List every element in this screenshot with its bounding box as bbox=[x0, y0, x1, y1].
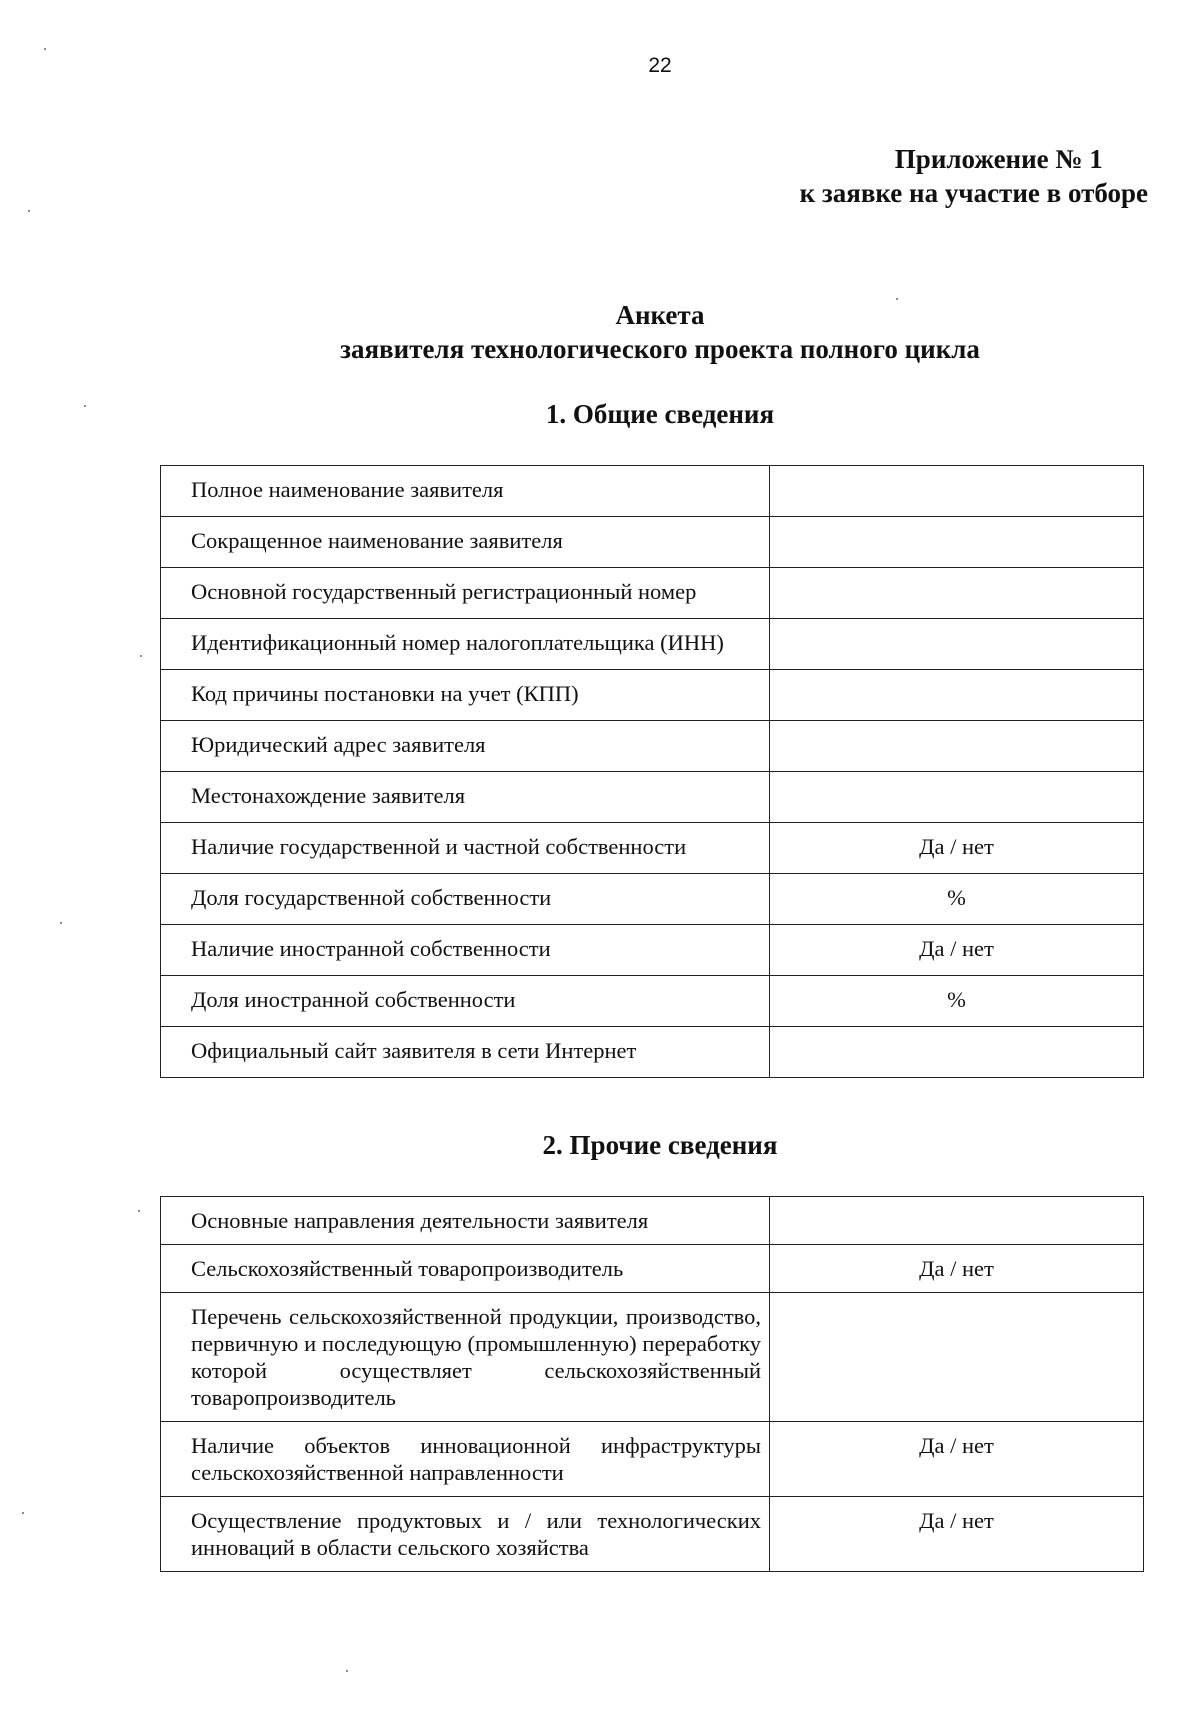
row-label: Официальный сайт заявителя в сети Интернет bbox=[161, 1027, 770, 1078]
row-value-field[interactable] bbox=[770, 517, 1144, 568]
row-value-field[interactable] bbox=[770, 1027, 1144, 1078]
scan-speck bbox=[60, 922, 62, 924]
row-value-field[interactable] bbox=[770, 619, 1144, 670]
row-value-field[interactable] bbox=[770, 670, 1144, 721]
row-value-field[interactable]: Да / нет bbox=[770, 1245, 1144, 1293]
title-line-2: заявителя технологического проекта полного цикла bbox=[340, 334, 980, 364]
table-row bbox=[161, 874, 1144, 925]
row-label: Идентификационный номер налогоплательщика (ИНН) bbox=[161, 619, 770, 670]
appendix-heading bbox=[800, 142, 1148, 210]
appendix-subtitle: к заявке на участие в отборе bbox=[799, 178, 1148, 208]
table-row bbox=[161, 823, 1144, 874]
row-label: Наличие иностранной собственности bbox=[161, 925, 770, 976]
table-row bbox=[161, 466, 1144, 517]
table-row bbox=[161, 517, 1144, 568]
row-value-field[interactable]: Да / нет bbox=[770, 925, 1144, 976]
table-row bbox=[161, 1197, 1144, 1245]
row-label: Основные направления деятельности заявителя bbox=[161, 1197, 770, 1245]
row-value-field[interactable]: % bbox=[770, 874, 1144, 925]
table-row bbox=[161, 925, 1144, 976]
page-number: 22 bbox=[648, 54, 672, 77]
general-info-table bbox=[160, 465, 1144, 1078]
row-value-field[interactable]: Да / нет bbox=[770, 1497, 1144, 1572]
table-row bbox=[161, 976, 1144, 1027]
row-label: Полное наименование заявителя bbox=[161, 466, 770, 517]
row-value-field[interactable] bbox=[770, 466, 1144, 517]
table-row bbox=[161, 772, 1144, 823]
scan-speck bbox=[896, 298, 898, 300]
row-value-field[interactable]: Да / нет bbox=[770, 823, 1144, 874]
scan-speck bbox=[22, 1512, 24, 1514]
row-value-field[interactable] bbox=[770, 568, 1144, 619]
row-value-field[interactable] bbox=[770, 1293, 1144, 1422]
table-row bbox=[161, 568, 1144, 619]
row-label: Доля государственной собственности bbox=[161, 874, 770, 925]
table-row bbox=[161, 1422, 1144, 1497]
scan-speck bbox=[28, 210, 30, 212]
row-value-field[interactable] bbox=[770, 721, 1144, 772]
table-row bbox=[161, 1027, 1144, 1078]
section-title-general: 1. Общие сведения bbox=[545, 399, 775, 429]
table-row bbox=[161, 1293, 1144, 1422]
scan-speck bbox=[140, 655, 142, 657]
section-title-other: 2. Прочие сведения bbox=[542, 1130, 778, 1160]
table-row bbox=[161, 670, 1144, 721]
row-value-field[interactable]: % bbox=[770, 976, 1144, 1027]
scan-speck bbox=[84, 405, 86, 407]
document-title bbox=[0, 298, 1200, 366]
other-info-table bbox=[160, 1196, 1144, 1572]
row-value-field[interactable]: Да / нет bbox=[770, 1422, 1144, 1497]
title-line-1: Анкета bbox=[615, 300, 705, 330]
scan-speck bbox=[138, 1210, 140, 1212]
table-row bbox=[161, 619, 1144, 670]
row-value-field[interactable] bbox=[770, 1197, 1144, 1245]
row-label: Юридический адрес заявителя bbox=[161, 721, 770, 772]
row-label: Перечень сельскохозяйственной продукции, производство, первичную и последующую (промышленную) переработку которой осуществляет сельскохозяйственный товаропроизводитель bbox=[161, 1293, 770, 1422]
table-row bbox=[161, 1245, 1144, 1293]
row-label: Код причины постановки на учет (КПП) bbox=[161, 670, 770, 721]
scan-speck bbox=[346, 1670, 348, 1672]
row-label: Осуществление продуктовых и / или технологических инноваций в области сельского хозяйства bbox=[161, 1497, 770, 1572]
table-row bbox=[161, 721, 1144, 772]
table-row bbox=[161, 1497, 1144, 1572]
row-label: Доля иностранной собственности bbox=[161, 976, 770, 1027]
row-label: Сокращенное наименование заявителя bbox=[161, 517, 770, 568]
appendix-number: Приложение № 1 bbox=[894, 144, 1103, 174]
row-label: Наличие государственной и частной собственности bbox=[161, 823, 770, 874]
scan-speck bbox=[44, 48, 46, 50]
row-label: Местонахождение заявителя bbox=[161, 772, 770, 823]
row-label: Сельскохозяйственный товаропроизводитель bbox=[161, 1245, 770, 1293]
row-label: Наличие объектов инновационной инфраструктуры сельскохозяйственной направленности bbox=[161, 1422, 770, 1497]
row-label: Основной государственный регистрационный номер bbox=[161, 568, 770, 619]
row-value-field[interactable] bbox=[770, 772, 1144, 823]
